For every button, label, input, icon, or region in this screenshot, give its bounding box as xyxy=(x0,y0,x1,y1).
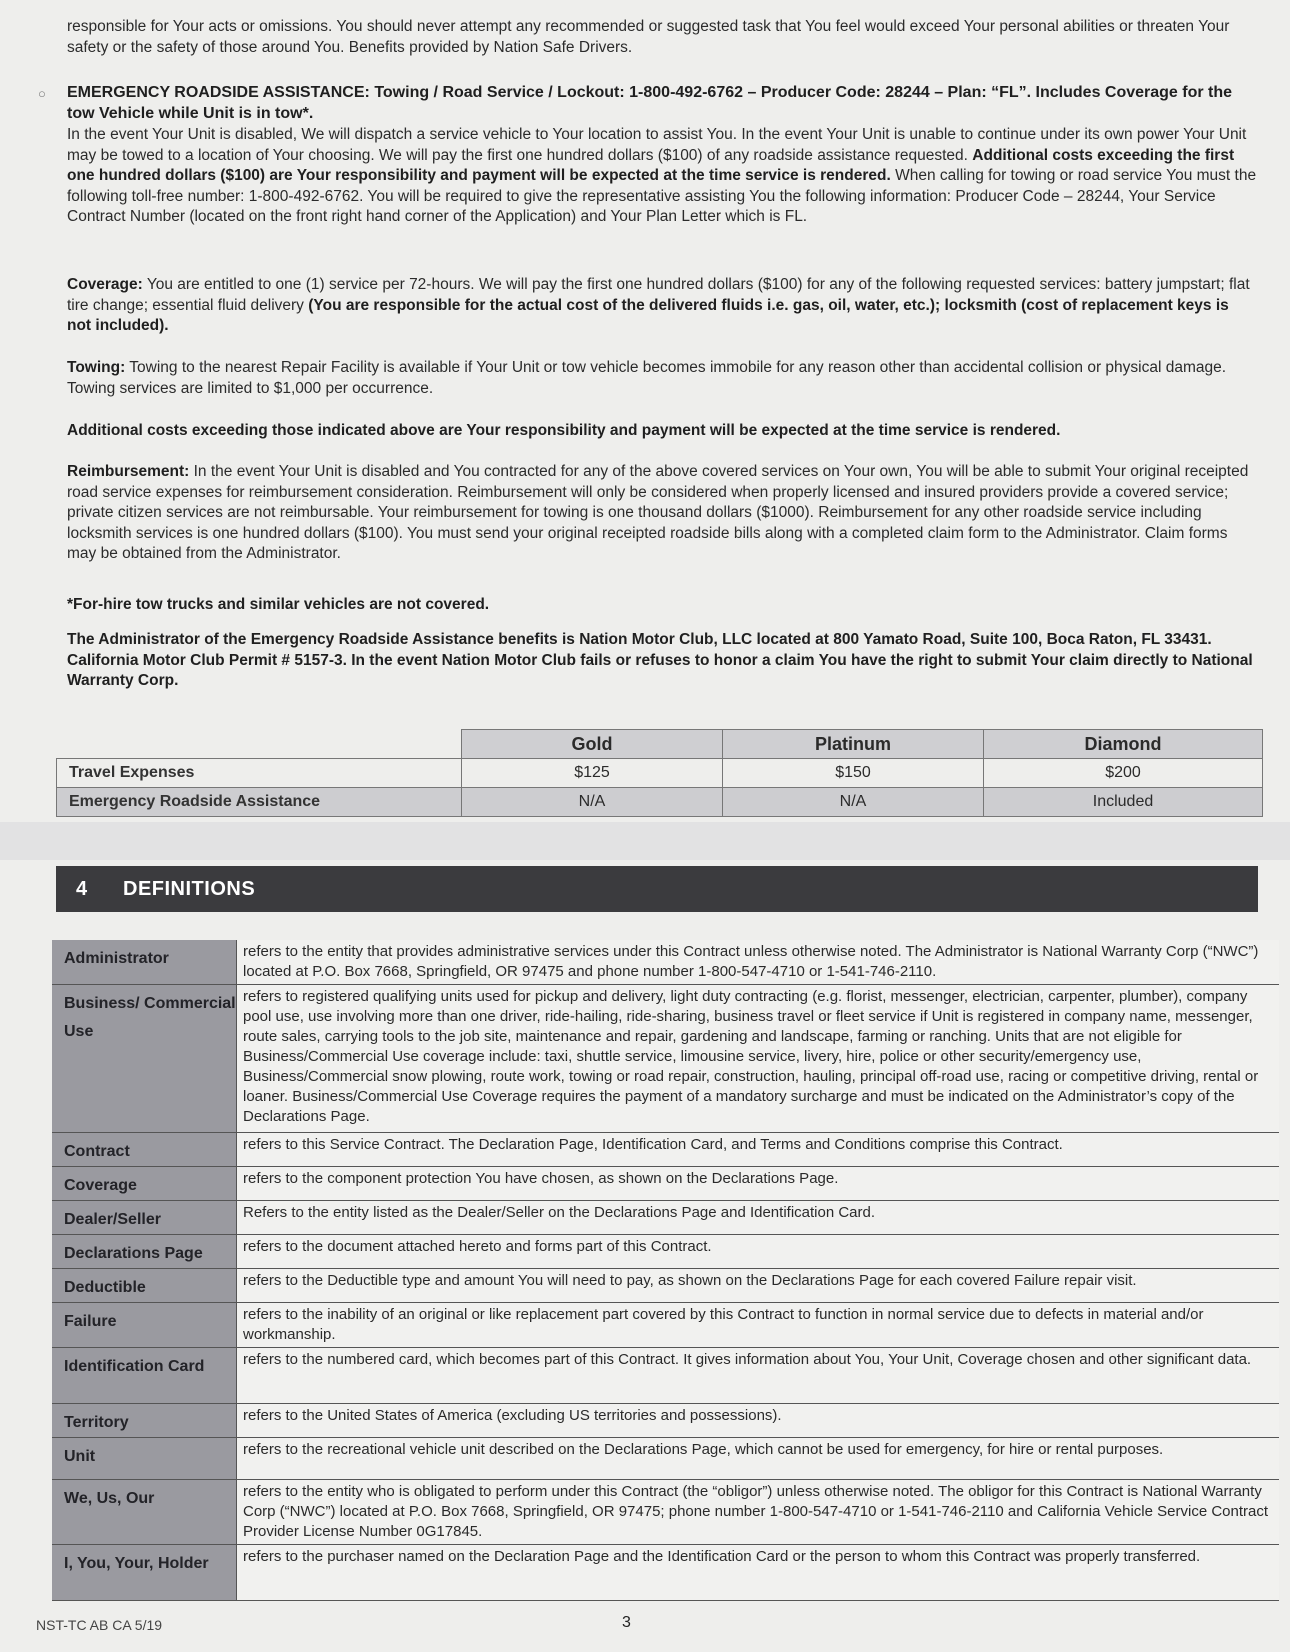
definition-row xyxy=(52,940,1279,985)
definition-text: Refers to the entity listed as the Dealer/Seller on the Declarations Page and Identification Card. xyxy=(237,1201,1280,1235)
definition-row xyxy=(52,1438,1279,1480)
plans-row-label: Travel Expenses xyxy=(57,759,462,788)
definition-term: Administrator xyxy=(52,940,237,985)
definition-row xyxy=(52,1133,1279,1167)
definition-text: refers to registered qualifying units used for pickup and delivery, light duty contracting (e.g. florist, messenger, electrician, carpenter, plumber), company pool use, use involving more than one driver, ride-hailing, ride-sharing, business travel or fleet service if Unit is registered in company name, messenger, route sales, carrying tools to the job site, maintenance and repair, gardening and landscape, farming or ranching. Units that are not eligible for Business/Commercial Use coverage include: taxi, shuttle service, limousine service, livery, hire, police or other security/emergency use, Business/Commercial snow plowing, route work, towing or road repair, construction, hauling, principal off-road use, racing or competitive driving, rental or loaner. Business/Commercial Use Coverage requires the payment of a mandatory surcharge and must be indicated on the Administrator’s copy of the Declarations Page. xyxy=(237,985,1280,1133)
plans-cell: $200 xyxy=(984,759,1263,788)
definition-text: refers to this Service Contract. The Declaration Page, Identification Card, and Terms and Conditions comprise this Contract. xyxy=(237,1133,1280,1167)
definition-term: Declarations Page xyxy=(52,1235,237,1269)
scan-fold-band xyxy=(0,822,1290,860)
definition-text: refers to the recreational vehicle unit described on the Declarations Page, which cannot be used for emergency, for hire or rental purposes. xyxy=(237,1438,1280,1480)
definition-row xyxy=(52,1404,1279,1438)
plans-header-blank xyxy=(57,730,462,759)
definition-row xyxy=(52,1201,1279,1235)
plans-cell: Included xyxy=(984,788,1263,817)
era-p1-c: When calling for towing or road service You must the following toll-free number: 1-800-492-6762. You will be required to give the representative assisting You the following information: Producer Code – 28244, Your Service Contract Number (located on the front right hand corner of the Application) and Your Plan Letter which is FL. xyxy=(67,167,1257,225)
era-p1-a: In the event Your Unit is disabled, We will dispatch a service vehicle to Your location to assist You. In the event Your Unit is unable to continue under its own power Your Unit may be towed to a location of Your choosing. We will pay the first one hundred dollars ($100) of any roadside assistance requested. xyxy=(67,126,1247,164)
era-paragraph-1 xyxy=(67,125,1257,228)
definition-row xyxy=(52,1348,1279,1404)
plans-row-travel xyxy=(57,759,1263,788)
era-heading: EMERGENCY ROADSIDE ASSISTANCE: xyxy=(67,84,370,101)
section-title: DEFINITIONS xyxy=(123,878,256,900)
definition-term: Territory xyxy=(52,1404,237,1438)
footer-page-number: 3 xyxy=(622,1614,631,1631)
reimbursement-paragraph xyxy=(67,462,1257,565)
towing-label: Towing: xyxy=(67,359,126,376)
definition-term: Coverage xyxy=(52,1167,237,1201)
definition-text: refers to the inability of an original or like replacement part covered by this Contract to function in normal service due to defects in material and/or workmanship. xyxy=(237,1303,1280,1348)
plan-header-platinum: Platinum xyxy=(723,730,984,759)
plans-row-roadside xyxy=(57,788,1263,817)
reimbursement-text: In the event Your Unit is disabled and You contracted for any of the above covered services on Your own, You will be able to submit Your original receipted road service expenses for reimbursement consideration. Reimbursement will only be considered when properly licensed and insured providers provide a covered service; private citizen services are not reimbursable. Your reimbursement for towing is one thousand dollars ($1000). Reimbursement for any other roadside service including locksmith services is one hundred dollars ($100). You must send your original receipted roadside bills along with a completed claim form to the Administrator. Claim forms may be obtained from the Administrator. xyxy=(67,463,1249,562)
administrator-note: The Administrator of the Emergency Roadside Assistance benefits is Nation Motor Club, LLC located at 800 Yamato Road, Suite 100, Boca Raton, FL 33431. California Motor Club Permit # 5157-3. In the event Nation Motor Club fails or refuses to honor a claim You have the right to submit Your claim directly to National Warranty Corp. xyxy=(67,631,1253,689)
coverage-paragraph xyxy=(67,275,1257,337)
plan-header-diamond: Diamond xyxy=(984,730,1263,759)
definition-row xyxy=(52,1167,1279,1201)
plans-table xyxy=(56,729,1263,817)
definition-row xyxy=(52,1545,1279,1601)
definition-term: We, Us, Our xyxy=(52,1480,237,1545)
definition-text: refers to the component protection You have chosen, as shown on the Declarations Page. xyxy=(237,1167,1280,1201)
definition-text: refers to the numbered card, which becomes part of this Contract. It gives information about You, Your Unit, Coverage chosen and other significant data. xyxy=(237,1348,1280,1404)
definitions-table xyxy=(52,940,1279,1601)
bullet-circle-icon: ○ xyxy=(38,86,46,101)
plan-header-gold: Gold xyxy=(462,730,723,759)
additional-costs-paragraph: Additional costs exceeding those indicated above are Your responsibility and payment will be expected at the time service is rendered. xyxy=(67,422,1061,439)
definition-row xyxy=(52,1480,1279,1545)
era-heading-block xyxy=(67,82,1257,124)
towing-paragraph xyxy=(67,358,1257,399)
definition-term: Dealer/Seller xyxy=(52,1201,237,1235)
plans-cell: N/A xyxy=(723,788,984,817)
plans-cell: $150 xyxy=(723,759,984,788)
definition-text: refers to the entity who is obligated to perform under this Contract (the “obligor”) unless otherwise noted. The obligor for this Contract is National Warranty Corp (“NWC”) located at P.O. Box 7668, Springfield, OR 97475; phone number 1-800-547-4710 or 1-541-746-2110 and California Vehicle Service Contract Provider License Number 0G17845. xyxy=(237,1480,1280,1545)
for-hire-note: *For-hire tow trucks and similar vehicles are not covered. xyxy=(67,596,490,613)
definition-term: Deductible xyxy=(52,1269,237,1303)
definition-term: Contract xyxy=(52,1133,237,1167)
definition-text: refers to the document attached hereto and forms part of this Contract. xyxy=(237,1235,1280,1269)
plans-cell: $125 xyxy=(462,759,723,788)
plans-cell: N/A xyxy=(462,788,723,817)
definition-term: Failure xyxy=(52,1303,237,1348)
footer-form-code: NST-TC AB CA 5/19 xyxy=(36,1617,163,1633)
section-number: 4 xyxy=(76,878,88,900)
section-header xyxy=(56,866,1258,912)
towing-text: Towing to the nearest Repair Facility is available if Your Unit or tow vehicle becomes immobile for any reason other than accidental collision or physical damage. Towing services are limited to $1,000 per occurrence. xyxy=(67,359,1227,397)
coverage-label: Coverage: xyxy=(67,276,143,293)
coverage-text: You are entitled to one (1) service per 72-hours. We will pay the first one hundred dollars ($100) for any of the following requested services: battery jumpstart; flat tire change; essential fluid delivery xyxy=(67,276,1250,314)
definition-row xyxy=(52,1235,1279,1269)
plans-row-label: Emergency Roadside Assistance xyxy=(57,788,462,817)
definition-text: refers to the United States of America (excluding US territories and possessions). xyxy=(237,1404,1280,1438)
definition-text: refers to the Deductible type and amount You will need to pay, as shown on the Declarations Page for each covered Failure repair visit. xyxy=(237,1269,1280,1303)
definition-term: I, You, Your, Holder xyxy=(52,1545,237,1601)
definition-row xyxy=(52,985,1279,1133)
definition-term: Unit xyxy=(52,1438,237,1480)
definition-term: Business/ Commercial Use xyxy=(52,985,237,1133)
definition-term: Identification Card xyxy=(52,1348,237,1404)
definition-row xyxy=(52,1269,1279,1303)
intro-paragraph: responsible for Your acts or omissions. You should never attempt any recommended or suggested task that You feel would exceed Your personal abilities or threaten Your safety or the safety of those around You. Benefits provided by Nation Safe Drivers. xyxy=(67,18,1230,56)
definition-row xyxy=(52,1303,1279,1348)
era-p1-b: Additional costs exceeding the first one hundred dollars ($100) are Your responsibility and payment will be expected at the time service is rendered. xyxy=(67,146,1235,184)
reimbursement-label: Reimbursement: xyxy=(67,463,190,480)
definition-text: refers to the purchaser named on the Declaration Page and the Identification Card or the person to whom this Contract was properly transferred. xyxy=(237,1545,1280,1601)
era-heading-rest: Towing / Road Service / Lockout: 1-800-492-6762 – Producer Code: 28244 – Plan: “FL”. Includes Coverage for the tow Vehicle while Unit is in tow*. xyxy=(67,84,1233,122)
plans-header-row xyxy=(57,730,1263,759)
definition-text: refers to the entity that provides administrative services under this Contract unless otherwise noted. The Administrator is National Warranty Corp (“NWC”) located at P.O. Box 7668, Springfield, OR 97475 and phone number 1-800-547-4710 or 1-541-746-2110. xyxy=(237,940,1280,985)
coverage-bold-text: (You are responsible for the actual cost of the delivered fluids i.e. gas, oil, water, etc.); locksmith (cost of replacement keys is not included). xyxy=(67,296,1229,334)
